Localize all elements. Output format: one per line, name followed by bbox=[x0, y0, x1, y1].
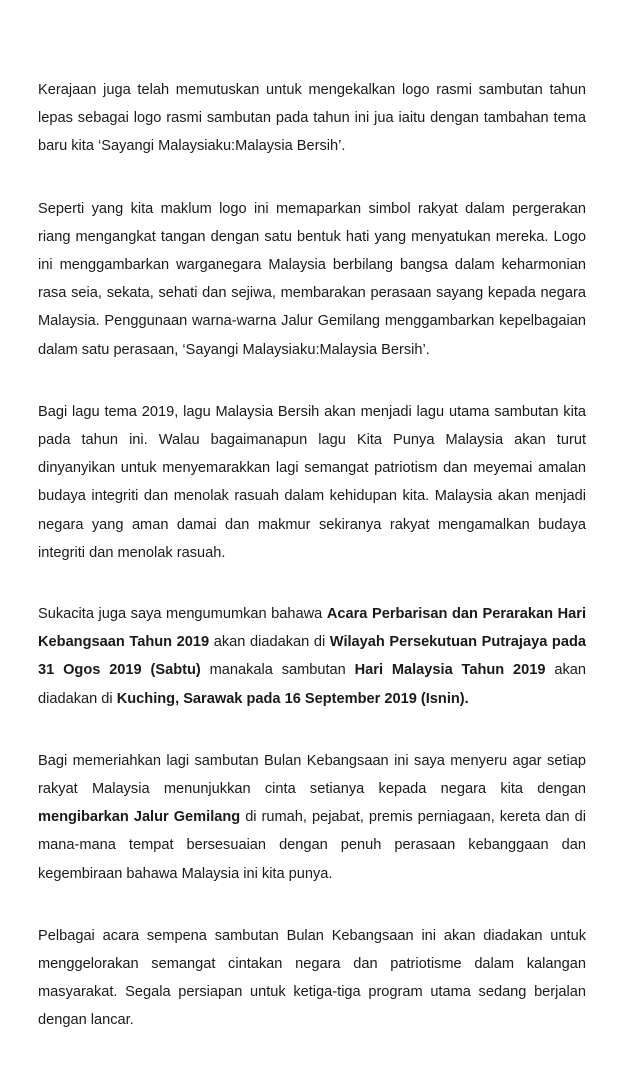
bold-event-location-date: Wilayah Persekutuan Putrajaya pada 31 Ogos 2019 (Sabtu) bbox=[38, 634, 586, 679]
document-page bbox=[38, 76, 586, 1070]
paragraph-text: Seperti yang kita maklum logo ini memaparkan simbol rakyat dalam pergerakan riang mengangkat tangan dengan satu bentuk hati yang menyatukan mereka. Logo ini menggambarkan warganegara Malaysia berbilang bangsa dalam keharmonian rasa seia, sekata, sehati dan sejiwa, membarakan perasaan sayang kepada negara Malaysia. Penggunaan warna-warna Jalur Gemilang menggambarkan kepelbagaian dalam satu perasaan, ‘Sayangi Malaysiaku:Malaysia Bersih’. bbox=[38, 200, 586, 358]
bold-hari-malaysia: Hari Malaysia Tahun 2019 bbox=[354, 662, 546, 679]
paragraph-text: Sukacita juga saya mengumumkan bahawa bbox=[38, 606, 327, 623]
paragraph-text: Pelbagai acara sempena sambutan Bulan Kebangsaan ini akan diadakan untuk menggelorakan semangat cintakan negara dan patriotisme dalam kalangan masyarakat. Segala persiapan untuk ketiga-tiga program utama sedang berjalan dengan lancar. bbox=[38, 927, 586, 1029]
paragraph-lagu-tema bbox=[38, 398, 586, 567]
paragraph-text: Kerajaan juga telah memutuskan untuk mengekalkan logo rasmi sambutan tahun lepas sebagai logo rasmi sambutan pada tahun ini jua iaitu dengan tambahan tema baru kita ‘Sayangi Malaysiaku:Malaysia Bersih’. bbox=[38, 82, 586, 155]
paragraph-logo-rasmi bbox=[38, 76, 586, 161]
paragraph-text: akan diadakan di bbox=[38, 662, 586, 707]
paragraph-text: manakala sambutan bbox=[200, 662, 355, 679]
bold-kuching-date: Kuching, Sarawak pada 16 September 2019 (Isnin). bbox=[116, 690, 469, 707]
paragraph-pelbagai-acara bbox=[38, 922, 586, 1035]
paragraph-text: Bagi memeriahkan lagi sambutan Bulan Kebangsaan ini saya menyeru agar setiap rakyat Malaysia menunjukkan cinta setianya kepada negara kita dengan bbox=[38, 752, 586, 798]
paragraph-text: akan diadakan di bbox=[209, 634, 330, 651]
paragraph-acara-announcement bbox=[38, 600, 586, 713]
bold-mengibarkan: mengibarkan Jalur Gemilang bbox=[38, 809, 241, 826]
paragraph-jalur-gemilang bbox=[38, 747, 586, 888]
bold-event-name: Acara Perbarisan dan Perarakan Hari Kebangsaan Tahun 2019 bbox=[38, 606, 586, 651]
paragraph-logo-description bbox=[38, 195, 586, 364]
paragraph-text: Bagi lagu tema 2019, lagu Malaysia Bersih akan menjadi lagu utama sambutan kita pada tahun ini. Walau bagaimanapun lagu Kita Punya Malaysia akan turut dinyanyikan untuk menyemarakkan lagi semangat patriotism dan meyemai amalan budaya integriti dan menolak rasuah dalam kehidupan kita. Malaysia akan menjadi negara yang aman damai dan makmur sekiranya rakyat mengamalkan budaya integriti dan menolak rasuah. bbox=[38, 403, 586, 561]
paragraph-text: di rumah, pejabat, premis perniagaan, kereta dan di mana-mana tempat bersesuaian dengan penuh perasaan kebanggaan dan kegembiraan bahawa Malaysia ini kita punya. bbox=[38, 809, 586, 882]
